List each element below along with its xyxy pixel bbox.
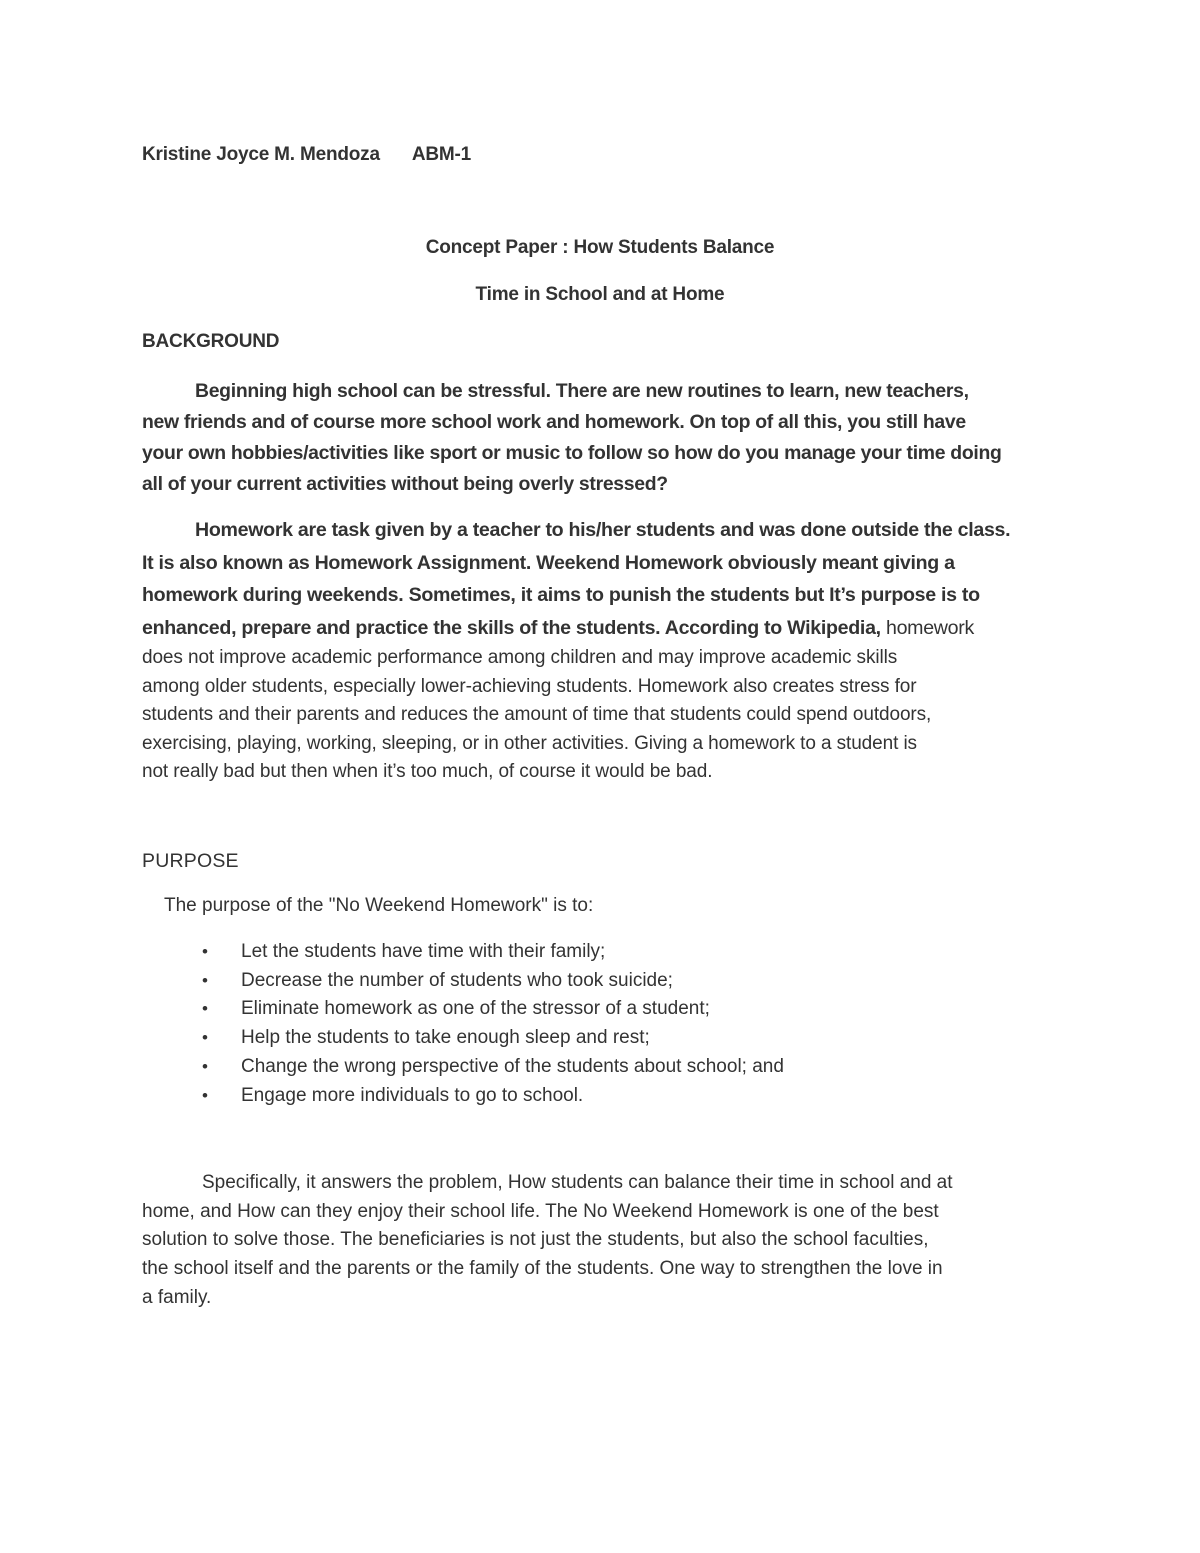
bullet-icon: • — [202, 942, 208, 961]
list-item-text: Decrease the number of students who took suicide; — [241, 969, 673, 991]
list-item — [196, 1082, 784, 1111]
purpose-intro: The purpose of the "No Weekend Homework" is to: — [164, 895, 594, 916]
normal-text: homework — [880, 616, 974, 639]
list-item-text: Engage more individuals to go to school. — [241, 1084, 584, 1106]
list-item — [196, 995, 784, 1024]
paragraph-line — [142, 514, 1072, 547]
purpose-list — [196, 938, 784, 1110]
list-item-text: Help the students to take enough sleep and rest; — [241, 1027, 650, 1049]
paragraph-line: Specifically, it answers the problem, How students can balance their time in school and at — [202, 1172, 953, 1193]
bold-text: enhanced, prepare and practice the skills of the students. According to Wikipedia, — [142, 616, 881, 639]
author-name: Kristine Joyce M. Mendoza — [142, 144, 380, 165]
bold-text: It is also known as Homework Assignment. Weekend Homework obviously meant giving a — [142, 551, 955, 574]
list-item — [196, 967, 784, 996]
bullet-icon: • — [202, 1056, 208, 1076]
bullet-icon: • — [202, 1028, 208, 1048]
list-item — [196, 1024, 784, 1053]
specifically-paragraph — [142, 1169, 1072, 1313]
background-paragraph-2-continued — [142, 644, 1072, 787]
bold-text: homework during weekends. Sometimes, it aims to punish the students but It’s purpose is to — [142, 584, 980, 606]
paragraph-line: Beginning high school can be stressful. There are new routines to learn, new teachers, — [195, 380, 969, 402]
background-paragraph-1 — [142, 376, 1072, 500]
paragraph-line — [142, 579, 1072, 612]
paragraph-line: solution to solve those. The beneficiaries is not just the students, but also the school faculties, — [142, 1229, 929, 1251]
bullet-icon: • — [202, 999, 208, 1019]
paragraph-line: a family. — [142, 1286, 212, 1308]
list-item-text: Let the students have time with their family; — [241, 941, 606, 962]
paragraph-line: not really bad but then when it’s too much, of course it would be bad. — [142, 761, 713, 783]
paragraph-line: the school itself and the parents or the family of the students. One way to strengthen the love in — [142, 1258, 943, 1280]
paragraph-line: among older students, especially lower-achieving students. Homework also creates stress for — [142, 675, 917, 697]
paragraph-line: does not improve academic performance among children and may improve academic skills — [142, 647, 898, 668]
paper-title-line-2: Time in School and at Home — [475, 284, 725, 305]
bullet-icon: • — [202, 970, 208, 990]
background-paragraph-2 — [142, 514, 1072, 644]
list-item-text: Change the wrong perspective of the students about school; and — [241, 1055, 784, 1077]
paragraph-line — [142, 547, 1072, 580]
list-item — [196, 1053, 784, 1082]
paragraph-line: students and their parents and reduces the amount of time that students could spend outdoors, — [142, 704, 932, 726]
paragraph-line: your own hobbies/activities like sport or music to follow so how do you manage your time doing — [142, 442, 1002, 464]
purpose-heading: PURPOSE — [142, 850, 239, 872]
paragraph-line: home, and How can they enjoy their school life. The No Weekend Homework is one of the best — [142, 1200, 939, 1222]
paragraph-line: all of your current activities without being overly stressed? — [142, 473, 668, 495]
list-item — [196, 938, 784, 967]
paragraph-line — [142, 612, 1072, 645]
paragraph-line: new friends and of course more school work and homework. On top of all this, you still have — [142, 411, 966, 433]
bold-text: Homework are task given by a teacher to his/her students and was done outside the class. — [195, 519, 1011, 541]
author-line — [142, 144, 471, 166]
background-heading: BACKGROUND — [142, 331, 280, 352]
paragraph-line: exercising, playing, working, sleeping, or in other activities. Giving a homework to a student is — [142, 732, 917, 754]
paper-title-line-1: Concept Paper : How Students Balance — [425, 237, 775, 258]
bullet-icon: • — [202, 1085, 208, 1105]
list-item-text: Eliminate homework as one of the stressor of a student; — [241, 998, 710, 1020]
section-label: ABM-1 — [411, 144, 472, 165]
